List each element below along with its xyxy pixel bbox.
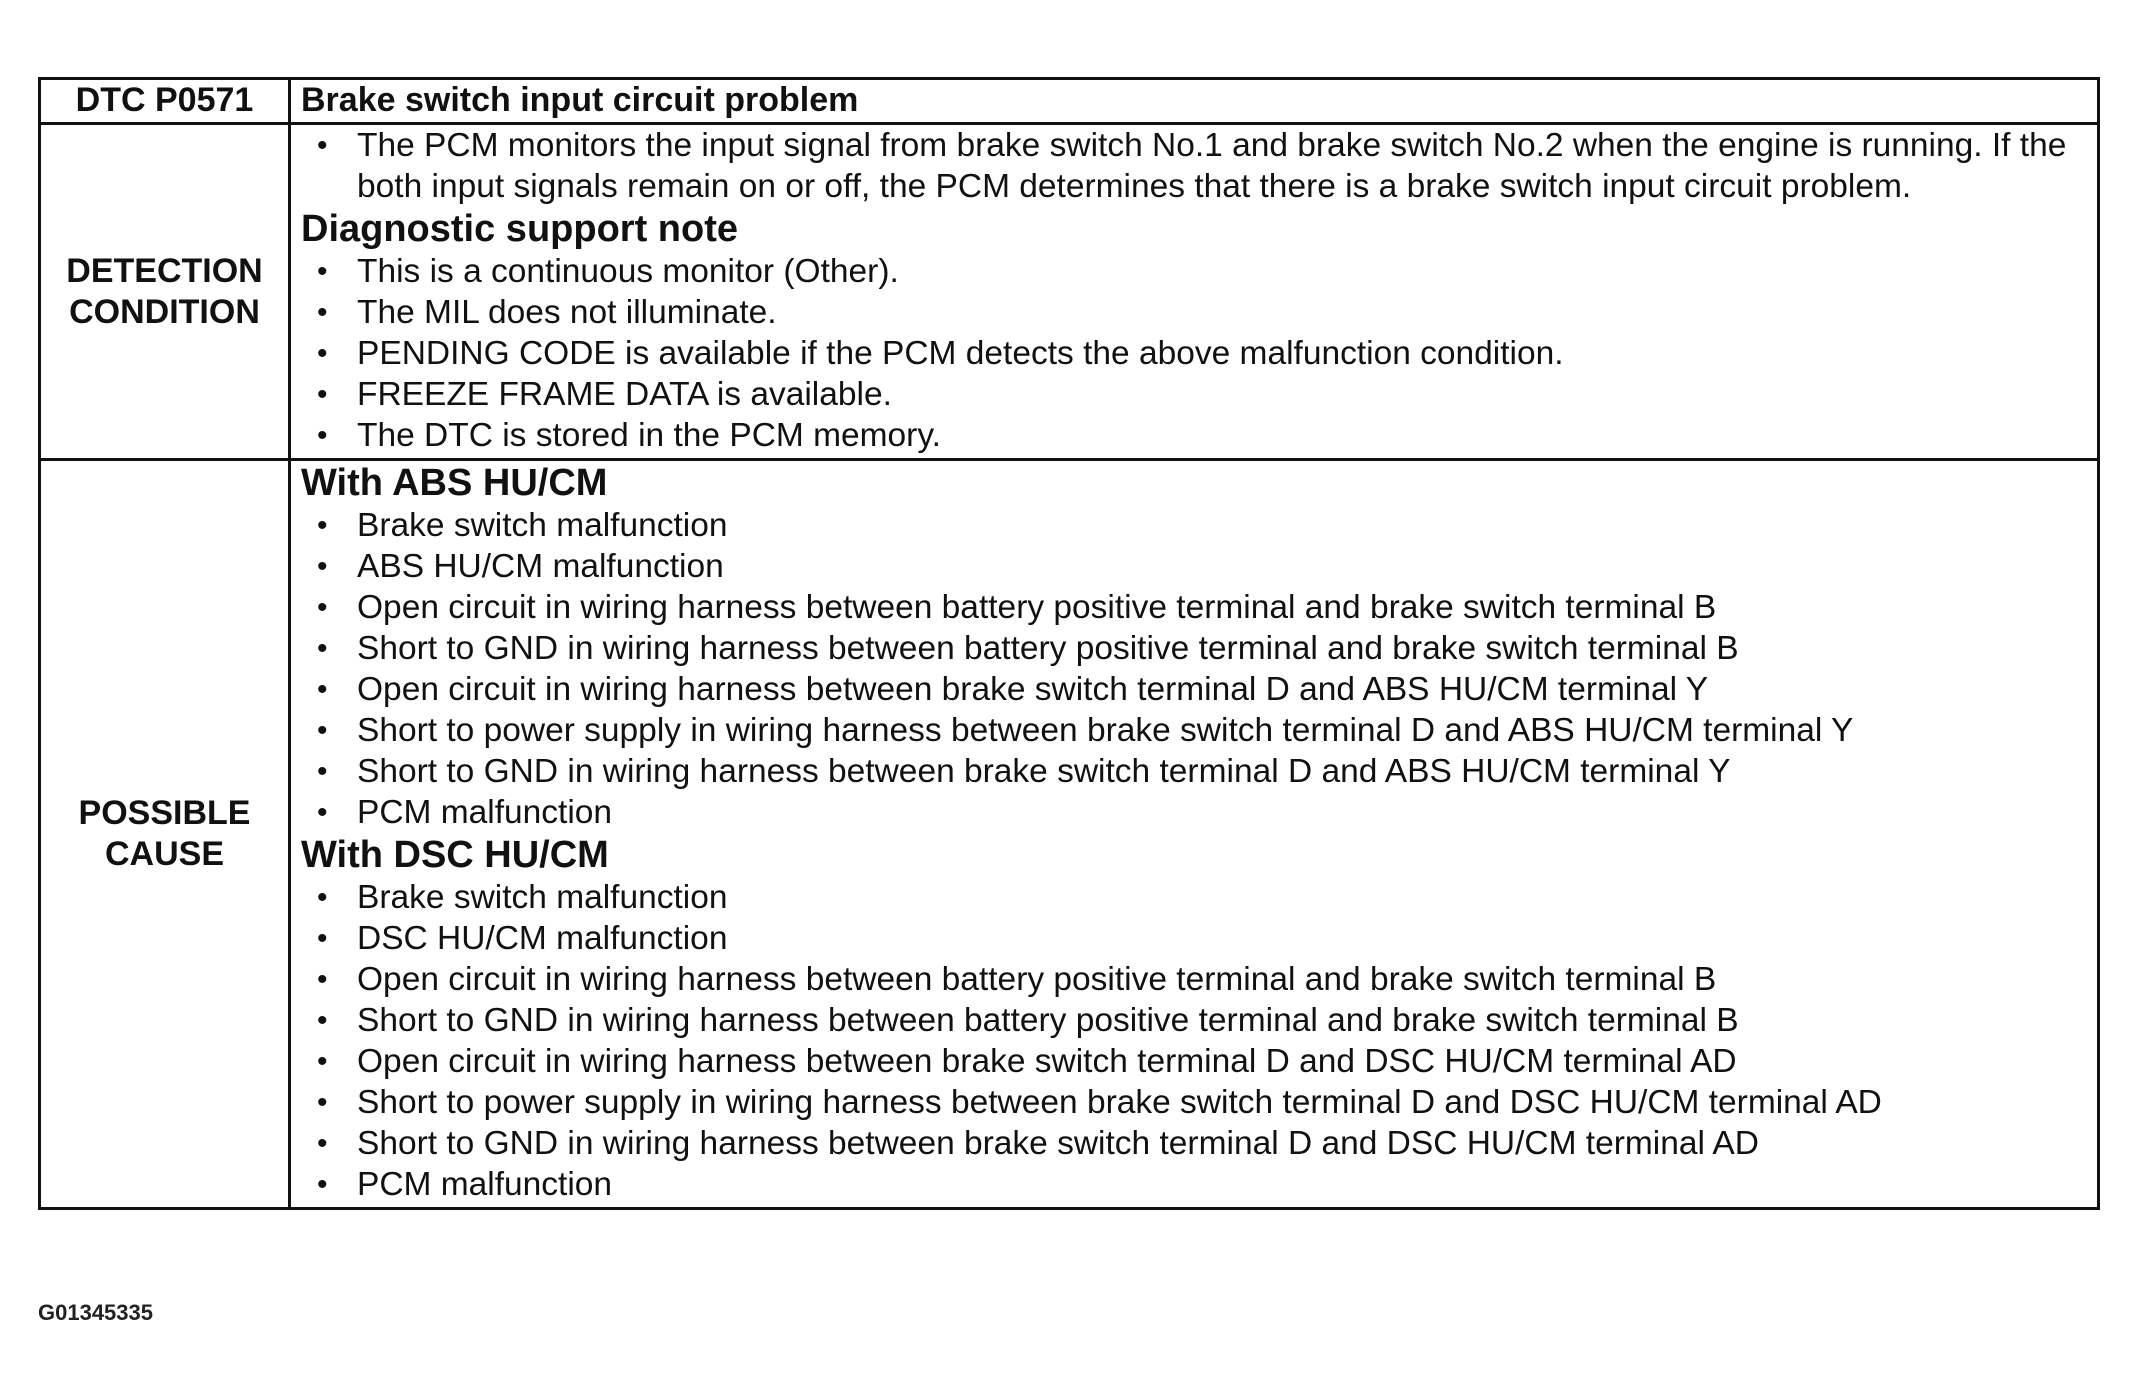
list-item: • Short to GND in wiring harness between brake switch terminal D and ABS HU/CM terminal Y bbox=[301, 751, 2087, 792]
abs-cause-list bbox=[301, 505, 2087, 833]
list-item: • Open circuit in wiring harness between battery positive terminal and brake switch terminal B bbox=[301, 587, 2087, 628]
cause-label-line-1: POSSIBLE bbox=[78, 794, 251, 832]
list-item: • FREEZE FRAME DATA is available. bbox=[301, 374, 2087, 415]
list-item: • The MIL does not illuminate. bbox=[301, 292, 2087, 333]
list-item: • ABS HU/CM malfunction bbox=[301, 546, 2087, 587]
abs-group-heading: With ABS HU/CM bbox=[301, 462, 608, 504]
list-item: • Brake switch malfunction bbox=[301, 877, 2087, 918]
list-item: • Brake switch malfunction bbox=[301, 505, 2087, 546]
list-item: • PCM malfunction bbox=[301, 792, 2087, 833]
list-item: • Short to GND in wiring harness between brake switch terminal D and DSC HU/CM terminal AD bbox=[301, 1123, 2087, 1164]
detection-label-line-2: CONDITION bbox=[69, 292, 260, 331]
list-item: • Short to GND in wiring harness between battery positive terminal and brake switch terminal B bbox=[301, 1000, 2087, 1041]
cause-label-line-2: CAUSE bbox=[104, 835, 225, 873]
dtc-code: DTC P0571 bbox=[40, 79, 290, 124]
support-note-heading: Diagnostic support note bbox=[301, 208, 738, 250]
possible-cause-label bbox=[40, 460, 290, 1209]
list-item: • PENDING CODE is available if the PCM detects the above malfunction condition. bbox=[301, 333, 2087, 374]
dsc-group-heading: With DSC HU/CM bbox=[301, 834, 609, 876]
detection-label-line-1: DETECTION bbox=[66, 251, 263, 290]
list-item: • Short to power supply in wiring harness between brake switch terminal D and ABS HU/CM terminal Y bbox=[301, 710, 2087, 751]
detection-condition-label bbox=[40, 124, 290, 460]
list-item: • The PCM monitors the input signal from brake switch No.1 and brake switch No.2 when the engine is running. If the both input signals remain on or off, the PCM determines that there is a brake switch input circuit problem. bbox=[301, 125, 2087, 207]
dtc-title: Brake switch input circuit problem bbox=[290, 79, 2099, 124]
detection-condition-content bbox=[290, 124, 2099, 460]
header-row bbox=[40, 79, 2099, 124]
list-item: • PCM malfunction bbox=[301, 1164, 2087, 1205]
possible-cause-content bbox=[290, 460, 2099, 1209]
list-item: • DSC HU/CM malfunction bbox=[301, 918, 2087, 959]
dsc-cause-list bbox=[301, 877, 2087, 1205]
list-item: • The DTC is stored in the PCM memory. bbox=[301, 415, 2087, 456]
figure-id: G01345335 bbox=[38, 1300, 153, 1325]
list-item: • Open circuit in wiring harness between brake switch terminal D and ABS HU/CM terminal Y bbox=[301, 669, 2087, 710]
list-item: • Open circuit in wiring harness between brake switch terminal D and DSC HU/CM terminal AD bbox=[301, 1041, 2087, 1082]
possible-cause-row bbox=[40, 460, 2099, 1209]
detection-intro-list bbox=[301, 125, 2087, 207]
list-item: • Short to GND in wiring harness between battery positive terminal and brake switch terminal B bbox=[301, 628, 2087, 669]
support-note-list bbox=[301, 251, 2087, 456]
detection-condition-row bbox=[40, 124, 2099, 460]
list-item: • Short to power supply in wiring harness between brake switch terminal D and DSC HU/CM terminal AD bbox=[301, 1082, 2087, 1123]
dtc-table bbox=[38, 77, 2100, 1210]
list-item: • Open circuit in wiring harness between battery positive terminal and brake switch terminal B bbox=[301, 959, 2087, 1000]
list-item: • This is a continuous monitor (Other). bbox=[301, 251, 2087, 292]
